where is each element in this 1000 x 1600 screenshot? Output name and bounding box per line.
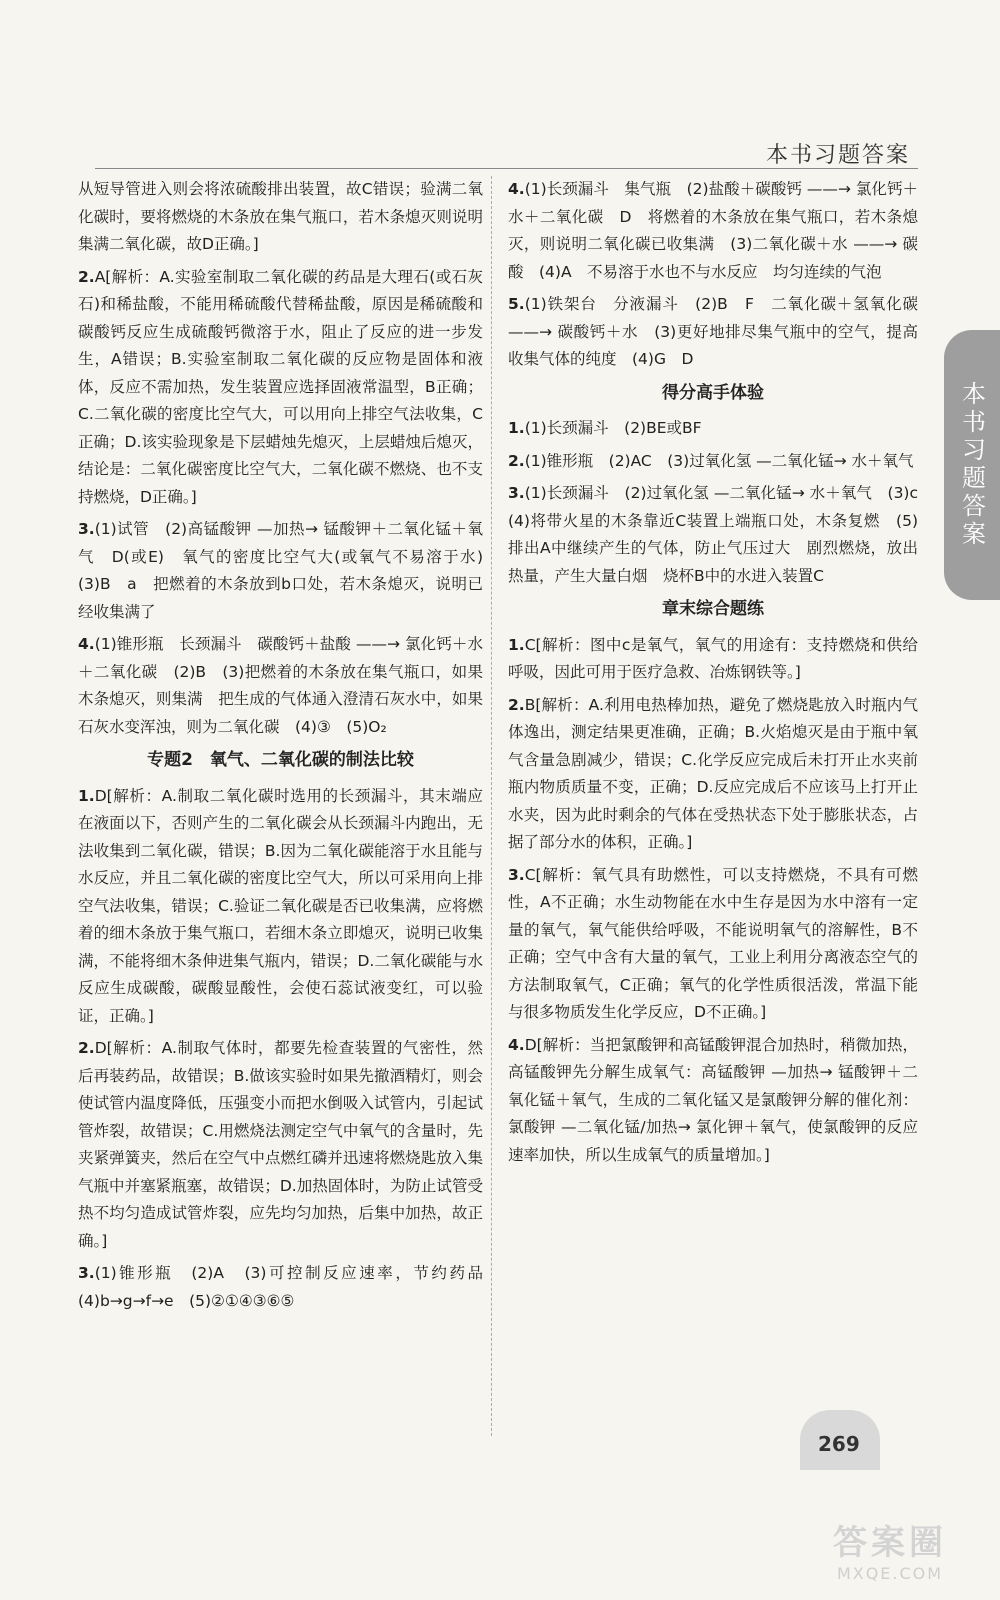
answer-number: 2. — [508, 451, 525, 470]
answer-text: D[解析：当把氯酸钾和高锰酸钾混合加热时，稍微加热，高锰酸钾先分解生成氧气：高锰酸钾 —加热→ 锰酸钾＋二氧化锰＋氧气，生成的二氧化锰又是氯酸钾分解的催化剂：氯酸钾 —二氧化锰/加热→ 氯化钾＋氧气，使氯酸钾的反应速率加快，所以生成氧气的质量增加。] — [508, 1035, 918, 1164]
logo-url: MXQE.COM — [836, 1564, 944, 1583]
answer-number: 3. — [78, 1264, 95, 1282]
answer-text: D[解析：A.制取二氧化碳时选用的长颈漏斗，其末端应在液面以下，否则产生的二氧化碳会从长颈漏斗内跑出，无法收集到二氧化碳，错误；B.因为二氧化碳能溶于水且能与水反应，并且二氧化碳的密度比空气大，所以可采用向上排空气法收集，错误；C.验证二氧化碳是否已收集满，应将燃着的细木条放于集气瓶口，若细木条立即熄灭，说明已收集满，不能将细木条伸进集气瓶内，错误；D.二氧化碳能与水反应生成碳酸，碳酸显酸性，会使石蕊试液变红，可以验证，正确。] — [78, 786, 483, 1025]
page-number: 269 — [818, 1432, 860, 1456]
answer-text: (1)锥形瓶 (2)AC (3)过氧化氢 —二氧化锰→ 水＋氧气 — [524, 451, 914, 470]
answer-number: 3. — [508, 484, 525, 502]
header-title: 本书习题答案 — [765, 143, 910, 168]
answer-text: D[解析：A.制取气体时，都要先检查装置的气密性，然后再装药品，故错误；B.做该实验时如果先撤酒精灯，则会使试管内温度降低，压强变小而把水倒吸入试管内，引起试管炸裂，故错误；C.用燃烧法测定空气中氧气的含量时，先夹紧弹簧夹，然后在空气中点燃红磷并迅速将燃烧匙放入集气瓶中并塞紧瓶塞，故错误；D.加热固体时，为防止试管受热不均匀造成试管炸裂，应先均匀加热，后集中加热，故正确。] — [78, 1039, 483, 1250]
answer-text: (1)长颈漏斗 (2)BE或BF — [524, 419, 702, 437]
answer-item — [508, 176, 918, 286]
answer-item — [78, 264, 483, 512]
answer-number: 1. — [508, 419, 525, 437]
answer-item — [508, 448, 918, 476]
answer-item — [508, 692, 918, 857]
section-title: 得分高手体验 — [662, 382, 764, 403]
answer-item — [78, 516, 499, 626]
answer-number: 3. — [508, 865, 525, 884]
answer-text: C[解析：氧气具有助燃性，可以支持燃烧，不具有可燃性，A不正确；水生动物能在水中生存是因为水中溶有一定量的氧气，氧气能供给呼吸，不能说明氧气的溶解性，B不正确；空气中含有大量的氧气，工业上利用分离液态空气的方法制取氧气，C正确；氧气的化学性质很活泼，常温下能与很多物质发生化学反应，D不正确。] — [508, 865, 918, 1021]
right-column — [508, 176, 934, 1174]
answer-number: 1. — [508, 635, 525, 654]
answer-text: (1)试管 (2)高锰酸钾 —加热→ 锰酸钾＋二氧化锰＋氧气 D(或E) 氧气的密度比空气大(或氧气不易溶于水) (3)B a 把燃着的木条放到b口处，若木条熄灭，说明已经收集满了 — [78, 520, 499, 621]
answer-text: (1)锥形瓶 (2)A (3)可控制反应速率，节约药品 (4)b→g→f→e (5)②①④③⑥⑤ — [78, 1264, 499, 1310]
answer-text: B[解析：A.利用电热棒加热，避免了燃烧匙放入时瓶内气体逸出，测定结果更准确，正确；B.火焰熄灭是由于瓶中氧气含量急剧减少，错误；C.化学反应完成后未打开止水夹前瓶内物质质量不变，正确；D.反应完成后不应该马上打开止水夹，因为此时剩余的气体在受热状态下处于膨胀状态，占据了部分水的体积，正确。] — [508, 695, 918, 851]
answer-number: 2. — [78, 1039, 95, 1057]
answer-number: 4. — [508, 180, 525, 198]
answer-item — [78, 1035, 483, 1255]
answer-item — [78, 1260, 499, 1315]
answer-text: C[解析：图中c是氧气，氧气的用途有：支持燃烧和供给呼吸，因此可用于医疗急救、冶炼钢铁等。] — [508, 635, 918, 681]
answer-number: 4. — [78, 635, 95, 653]
answer-item — [508, 291, 918, 374]
answer-text: (1)长颈漏斗 (2)过氧化氢 —二氧化锰→ 水＋氧气 (3)c (4)将带火星的木条靠近C装置上端瓶口处，木条复燃 (5)排出A中继续产生的气体，防止气压过大 剧烈燃烧，放出热量，产生大量白烟 烧杯B中的水进入装置C — [508, 484, 934, 585]
answer-number: 2. — [508, 695, 525, 714]
logo-mark: 答案圈 — [833, 1523, 947, 1563]
answer-item — [78, 631, 483, 741]
answer-number: 1. — [78, 786, 95, 805]
answer-text: A[解析：A.实验室制取二氧化碳的药品是大理石(或石灰石)和稀盐酸，不能用稀硫酸代替稀盐酸，原因是稀硫酸和碳酸钙反应生成硫酸钙微溶于水，阻止了反应的进一步发生，A错误；B.实验室制取二氧化碳的反应物是固体和液体，反应不需加热，发生装置应选择固液常温型，B正确；C.二氧化碳的密度比空气大，可以用向上排空气法收集，C正确；D.该实验现象是下层蜡烛先熄灭，上层蜡烛后熄灭，结论是：二氧化碳密度比空气大，二氧化碳不燃烧、也不支持燃烧，D正确。] — [78, 267, 483, 506]
answer-text: (1)长颈漏斗 集气瓶 (2)盐酸＋碳酸钙 ——→ 氯化钙＋水＋二氧化碳 D 将燃着的木条放在集气瓶口，若木条熄灭，则说明二氧化碳已收集满 (3)二氧化碳＋水 ——→ 碳酸 (4)A 不易溶于水也不与水反应 均匀连续的气泡 — [508, 180, 918, 281]
column-divider — [491, 176, 492, 1436]
header-rule — [95, 168, 918, 169]
answer-item — [508, 480, 934, 590]
answer-item — [508, 415, 918, 443]
section-title: 章末综合题练 — [662, 599, 764, 619]
site-logo — [800, 1515, 980, 1595]
answer-item — [508, 1032, 918, 1170]
answer-item — [508, 862, 918, 1027]
side-tab: 本书习题答案 — [944, 330, 1000, 600]
section-title: 专题2 氧气、二氧化碳的制法比较 — [147, 750, 414, 770]
answer-number: 5. — [508, 295, 525, 313]
answer-number: 3. — [78, 520, 95, 538]
answer-item — [508, 632, 918, 687]
answer-item — [78, 176, 483, 259]
answer-number: 2. — [78, 267, 95, 286]
answer-text: 从短导管进入则会将浓硫酸排出装置，故C错误；验满二氧化碳时，要将燃烧的木条放在集气瓶口，若木条熄灭则说明集满二氧化碳，故D正确。] — [78, 180, 483, 253]
answer-item — [78, 783, 483, 1031]
answer-text: (1)铁架台 分液漏斗 (2)B F 二氧化碳＋氢氧化碳 ——→ 碳酸钙＋水 (3)更好地排尽集气瓶中的空气，提高收集气体的纯度 (4)G D — [508, 295, 918, 368]
answer-text: (1)锥形瓶 长颈漏斗 碳酸钙＋盐酸 ——→ 氯化钙＋水＋二氧化碳 (2)B (3)把燃着的木条放在集气瓶口，如果木条熄灭，则集满 把生成的气体通入澄清石灰水中，如果石灰水变浑浊，则为二氧化碳 (4)③ (5)O₂ — [78, 635, 483, 736]
left-column — [78, 176, 499, 1320]
answer-number: 4. — [508, 1035, 525, 1054]
